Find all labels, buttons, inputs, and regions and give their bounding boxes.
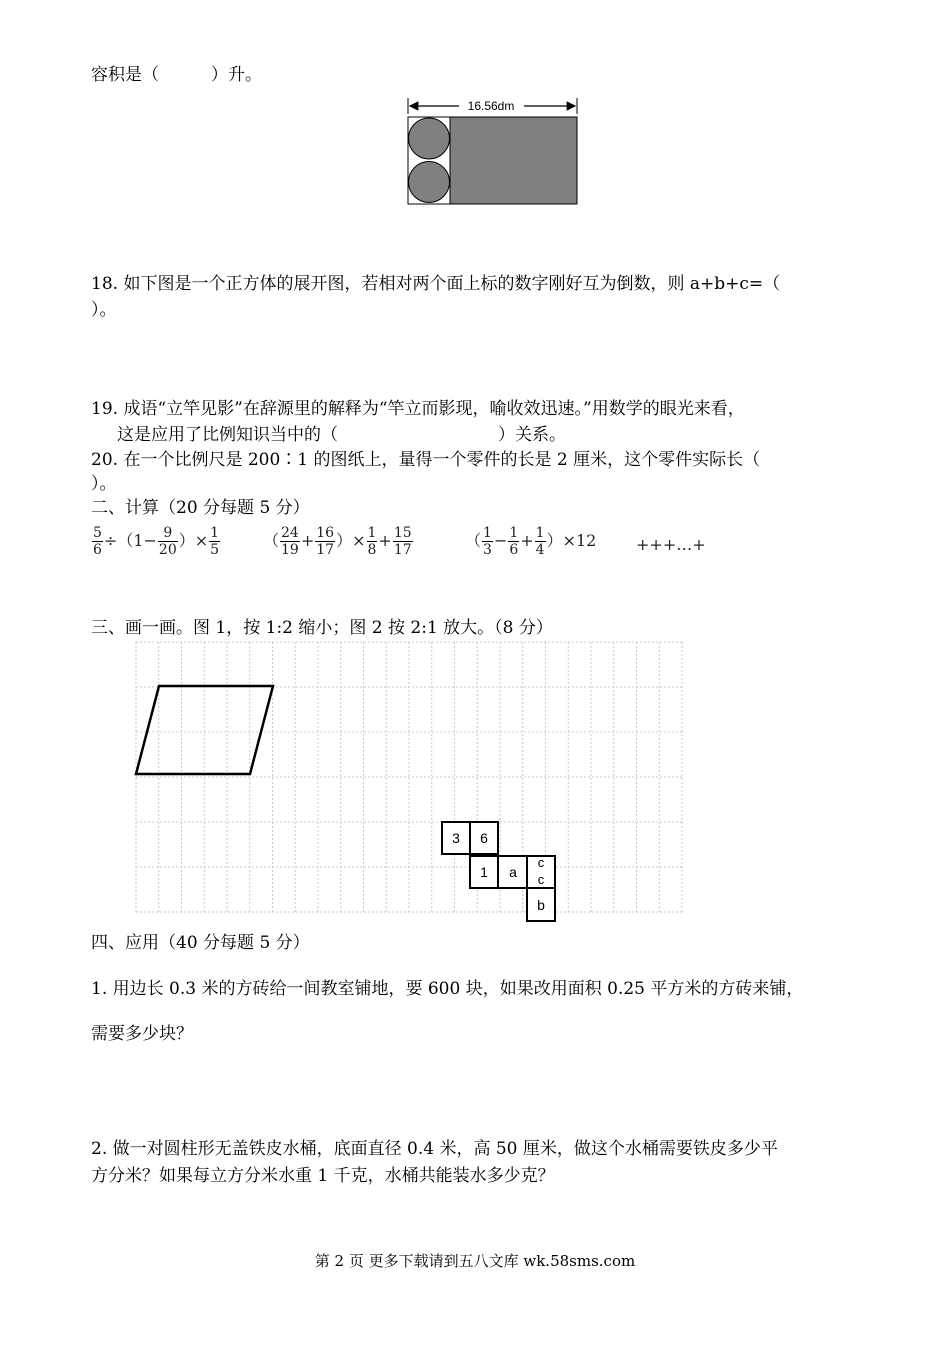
app1-line1: 1. 用边长 0.3 米的方砖给一间教室铺地，要 600 块，如果改用面积 0.25 平方米的方砖来铺， — [91, 979, 804, 999]
section3-title: 三、画一画。图 1，按 1:2 缩小；图 2 按 2:1 放大。（8 分） — [91, 618, 553, 638]
calc-expression-1: $\frac{5}{6}$ ÷（1− $\frac{9}{20}$ ）× $\frac{1}{5}$ — [93, 525, 220, 559]
app2-line1: 2. 做一对圆柱形无盖铁皮水桶，底面直径 0.4 米，高 50 厘米，做这个水桶需要铁皮多少平 — [91, 1139, 778, 1159]
q20-line1: 20. 在一个比例尺是 200∶1 的图纸上，量得一个零件的长是 2 厘米，这个零件实际长（ — [91, 450, 761, 470]
q17-tail: 容积是（ ）升。 — [91, 65, 262, 85]
net-label: c — [537, 855, 545, 870]
calc-expression-4: +++…+ — [636, 535, 706, 554]
dimension-label: 16.56dm — [467, 99, 515, 113]
q18-line1: 18. 如下图是一个正方体的展开图，若相对两个面上标的数字刚好互为倒数，则 a+b+c=（ — [91, 274, 781, 294]
calc-expression-3: （ $\frac{1}{3}$ − $\frac{1}{6}$ + $\frac{1}{4}$ ）×12 — [465, 525, 597, 559]
calc-expression-2: （ $\frac{24}{19}$ + $\frac{16}{17}$ ）× $\frac{1}{8}$ + $\frac{15}{17}$ — [263, 525, 412, 559]
net-label: 1 — [480, 864, 488, 880]
fraction: $\frac{1}{6}$ — [509, 525, 519, 559]
section2-title: 二、计算（20 分每题 5 分） — [91, 498, 310, 518]
app2-line2: 方分米？如果每立方分米水重 1 千克，水桶共能装水多少克？ — [91, 1166, 555, 1186]
fraction: $\frac{5}{6}$ — [93, 525, 102, 559]
app1-line2: 需要多少块？ — [91, 1024, 193, 1044]
q20-line2: ）。 — [91, 474, 117, 494]
net-label: b — [537, 897, 545, 913]
net-label: 3 — [452, 830, 460, 846]
q18-line2: ）。 — [91, 300, 117, 320]
q19-line1: 19. 成语“立竿见影”在辞源里的解释为“竿立而影现，喻收效迅速。”用数学的眼光来看， — [91, 399, 745, 419]
fraction: $\frac{1}{8}$ — [367, 525, 377, 559]
q19-line2: 这是应用了比例知识当中的（ ）关系。 — [117, 425, 566, 445]
fraction: $\frac{1}{4}$ — [535, 525, 545, 559]
fraction: $\frac{9}{20}$ — [158, 525, 177, 559]
fraction: $\frac{1}{3}$ — [483, 525, 492, 559]
fraction: $\frac{15}{17}$ — [393, 525, 412, 559]
net-label: c — [537, 872, 545, 887]
fraction: $\frac{16}{17}$ — [316, 525, 335, 559]
net-label: 6 — [480, 830, 488, 846]
net-label: a — [509, 864, 517, 880]
page-footer: 第 2 页 更多下载请到五八文库 wk.58sms.com — [314, 1252, 636, 1270]
fraction: $\frac{24}{19}$ — [281, 525, 299, 559]
section4-title: 四、应用（40 分每题 5 分） — [91, 933, 310, 953]
fraction: $\frac{1}{5}$ — [210, 525, 220, 559]
